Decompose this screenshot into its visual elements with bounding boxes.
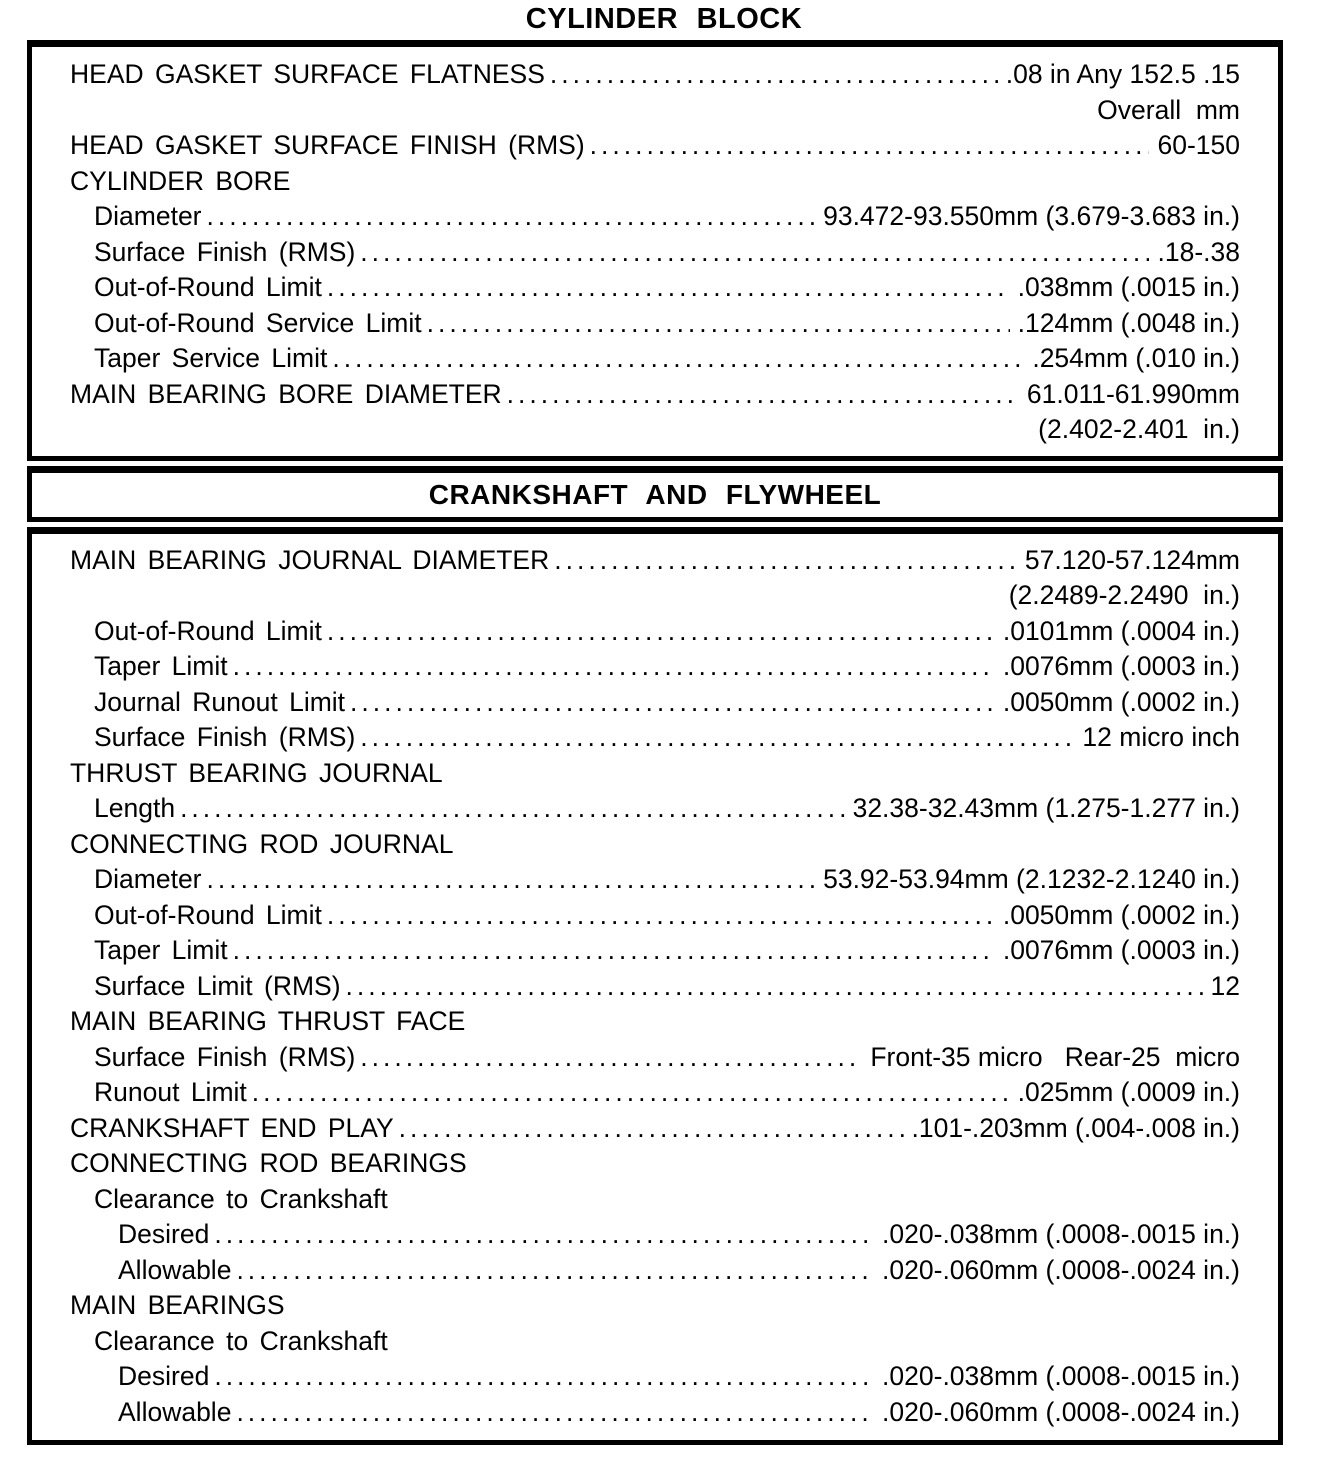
- spec-label: Runout Limit: [94, 1077, 247, 1107]
- spec-value: 53.92-53.94mm (2.1232-2.1240 in.): [823, 864, 1240, 894]
- spec-label: Taper Limit: [94, 935, 228, 965]
- spec-row: [32, 306, 1278, 342]
- spec-row: [32, 377, 1278, 413]
- spec-row: [32, 1040, 1278, 1076]
- spec-label: Journal Runout Limit: [94, 686, 346, 717]
- spec-value: 32.38-32.43mm (1.275-1.277 in.): [852, 793, 1240, 823]
- spec-heading-row: [32, 827, 1278, 863]
- spec-label: Diameter: [94, 864, 202, 894]
- dot-leader: [507, 377, 1019, 413]
- dot-leader: [360, 235, 1149, 271]
- cylinder-block-spec-table: [27, 40, 1283, 461]
- spec-row: [32, 1359, 1278, 1395]
- spec-value: .0050mm (.0002 in.): [1002, 899, 1240, 930]
- spec-value-continuation: Overall mm: [1097, 94, 1240, 125]
- spec-label: Length: [94, 793, 176, 823]
- spec-row: [32, 270, 1278, 306]
- spec-value: .124mm (.0048 in.): [1017, 307, 1240, 338]
- spec-heading-row: [32, 1288, 1278, 1324]
- dot-leader: [399, 1111, 904, 1147]
- spec-value: 12 micro inch: [1082, 722, 1240, 752]
- dot-leader: [233, 649, 995, 685]
- spec-row: [32, 199, 1278, 235]
- spec-heading-row: [32, 164, 1278, 200]
- dot-leader: [252, 1075, 1010, 1111]
- spec-label: CONNECTING ROD BEARINGS: [70, 1148, 467, 1178]
- spec-row: [32, 649, 1278, 685]
- dot-leader: [427, 306, 1010, 342]
- dot-leader: [360, 720, 1074, 756]
- dot-leader: [214, 1359, 874, 1395]
- spec-label: Out-of-Round Service Limit: [94, 307, 422, 338]
- spec-label: Taper Service Limit: [94, 343, 328, 373]
- spec-row: [32, 969, 1278, 1005]
- dot-leader: [332, 341, 1024, 377]
- spec-value: .025mm (.0009 in.): [1017, 1077, 1240, 1107]
- spec-value: .020-.038mm (.0008-.0015 in.): [882, 1361, 1240, 1391]
- page-title: CYLINDER BLOCK: [525, 3, 803, 35]
- spec-heading-row: [32, 756, 1278, 792]
- spec-value: .18-.38: [1157, 236, 1240, 267]
- spec-row: [32, 862, 1278, 898]
- spec-label: Allowable: [118, 1396, 232, 1427]
- spec-label: Clearance to Crankshaft: [94, 1183, 388, 1214]
- spec-label: HEAD GASKET SURFACE FLATNESS: [70, 59, 545, 89]
- spec-row: [32, 543, 1278, 579]
- dot-leader: [327, 270, 1010, 306]
- spec-value: .0076mm (.0003 in.): [1002, 935, 1240, 965]
- spec-label: Surface Finish (RMS): [94, 722, 356, 752]
- spec-label: MAIN BEARING BORE DIAMETER: [70, 378, 502, 409]
- spec-label: Out-of-Round Limit: [94, 272, 322, 302]
- spec-value: .020-.060mm (.0008-.0024 in.): [882, 1396, 1240, 1427]
- spec-label: MAIN BEARINGS: [70, 1290, 285, 1320]
- spec-value: 93.472-93.550mm (3.679-3.683 in.): [823, 201, 1240, 231]
- section-header-label: CRANKSHAFT AND FLYWHEEL: [428, 478, 882, 510]
- spec-label: Allowable: [118, 1254, 232, 1285]
- spec-row: [32, 341, 1278, 377]
- spec-row: [32, 1111, 1278, 1147]
- dot-leader: [327, 614, 995, 650]
- dot-leader: [327, 898, 995, 934]
- spec-label: Taper Limit: [94, 651, 228, 681]
- dot-leader: [360, 1040, 862, 1076]
- spec-value: .020-.060mm (.0008-.0024 in.): [882, 1254, 1240, 1285]
- spec-value: .038mm (.0015 in.): [1017, 272, 1240, 302]
- spec-label: Out-of-Round Limit: [94, 615, 322, 646]
- spec-value: 61.011-61.990mm: [1026, 378, 1240, 409]
- spec-label: Out-of-Round Limit: [94, 899, 322, 930]
- spec-heading-row: [32, 1324, 1278, 1360]
- spec-row: [32, 128, 1278, 164]
- spec-row: [32, 791, 1278, 827]
- spec-label: Desired: [118, 1361, 210, 1391]
- dot-leader: [207, 199, 816, 235]
- spec-label: Desired: [118, 1219, 210, 1249]
- dot-leader: [350, 685, 995, 721]
- spec-label: MAIN BEARING JOURNAL DIAMETER: [70, 544, 550, 575]
- spec-value: .0076mm (.0003 in.): [1002, 651, 1240, 681]
- dot-leader: [590, 128, 1150, 164]
- spec-row: [32, 1395, 1278, 1431]
- spec-label: CYLINDER BORE: [70, 165, 291, 196]
- dot-leader: [207, 862, 816, 898]
- spec-value: 12: [1210, 970, 1240, 1001]
- spec-value: 60-150: [1157, 130, 1240, 160]
- spec-value: Front-35 micro Rear-25 micro: [870, 1041, 1240, 1072]
- spec-label: THRUST BEARING JOURNAL: [70, 757, 443, 788]
- spec-value-continuation: (2.402-2.401 in.): [1038, 414, 1240, 444]
- crankshaft-flywheel-spec-table: [27, 527, 1283, 1446]
- spec-label: HEAD GASKET SURFACE FINISH (RMS): [70, 130, 585, 160]
- spec-row: [32, 1075, 1278, 1111]
- spec-label: CRANKSHAFT END PLAY: [70, 1112, 394, 1143]
- dot-leader: [214, 1217, 874, 1253]
- spec-label: Surface Finish (RMS): [94, 236, 356, 267]
- spec-value: .101-.203mm (.004-.008 in.): [911, 1112, 1240, 1143]
- dot-leader: [236, 1395, 874, 1431]
- spec-label: Clearance to Crankshaft: [94, 1325, 388, 1356]
- spec-value: .08 in Any 152.5 .15: [1005, 59, 1240, 89]
- spec-heading-row: [32, 1182, 1278, 1218]
- spec-label: CONNECTING ROD JOURNAL: [70, 828, 454, 859]
- spec-value: .020-.038mm (.0008-.0015 in.): [882, 1219, 1240, 1249]
- dot-leader: [554, 543, 1017, 579]
- dot-leader: [236, 1253, 874, 1289]
- spec-row: [32, 898, 1278, 934]
- spec-label: Surface Limit (RMS): [94, 970, 341, 1001]
- spec-row: [32, 1217, 1278, 1253]
- spec-value-continuation: (2.2489-2.2490 in.): [1008, 580, 1240, 610]
- spec-label: Diameter: [94, 201, 202, 231]
- spec-label: MAIN BEARING THRUST FACE: [70, 1006, 466, 1036]
- section-header-crankshaft-and-flywheel: [27, 466, 1283, 522]
- spec-row: [32, 1253, 1278, 1289]
- spec-row: [32, 933, 1278, 969]
- dot-leader: [180, 791, 845, 827]
- dot-leader: [346, 969, 1203, 1005]
- dot-leader: [233, 933, 995, 969]
- spec-value: 57.120-57.124mm: [1024, 544, 1240, 575]
- spec-row: [32, 57, 1278, 93]
- spec-label: Surface Finish (RMS): [94, 1041, 356, 1072]
- dot-leader: [550, 57, 998, 93]
- spec-heading-row: [32, 1004, 1278, 1040]
- spec-row: [32, 235, 1278, 271]
- spec-row: [32, 614, 1278, 650]
- spec-value: .254mm (.010 in.): [1032, 343, 1240, 373]
- spec-value: .0101mm (.0004 in.): [1002, 615, 1240, 646]
- spec-heading-row: [32, 1146, 1278, 1182]
- spec-row: [32, 685, 1278, 721]
- spec-row: [32, 720, 1278, 756]
- spec-value: .0050mm (.0002 in.): [1002, 686, 1240, 717]
